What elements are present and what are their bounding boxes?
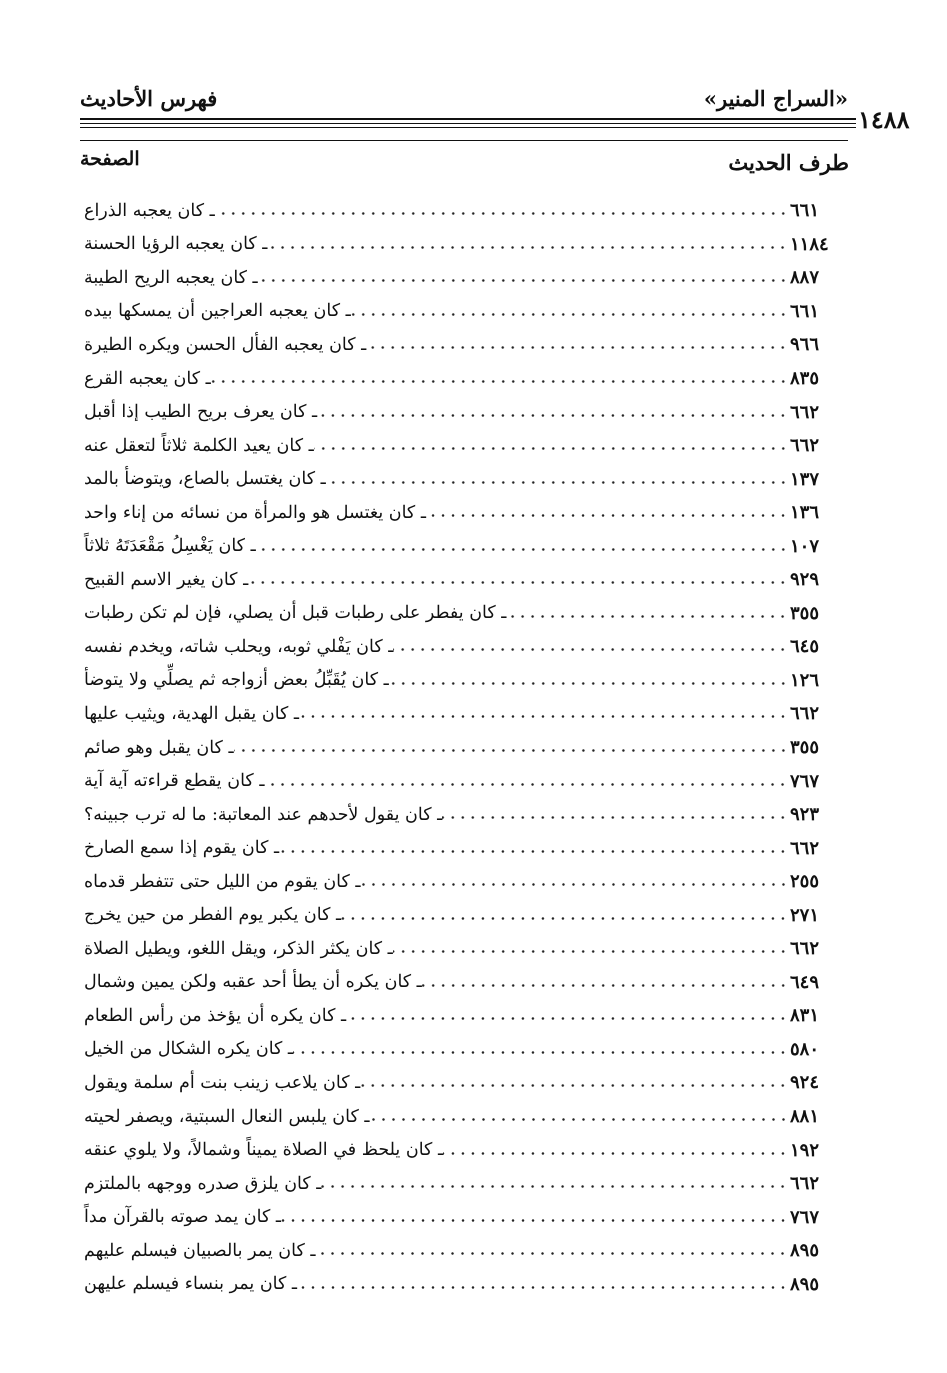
dot-leader	[360, 1084, 788, 1087]
hadith-text: ـ كان يغير الاسم القبيح	[84, 569, 249, 590]
index-entry	[74, 462, 850, 496]
page-header	[80, 86, 868, 116]
dot-leader	[314, 447, 788, 450]
index-entry	[74, 865, 850, 899]
page-reference: ٨٨٧	[790, 267, 820, 289]
page-reference: ٨٣١	[790, 1005, 820, 1027]
page-reference: ٨٨١	[790, 1106, 820, 1128]
page-reference: ١٠٧	[790, 535, 820, 557]
page-reference: ٦٦٢	[790, 703, 820, 725]
hadith-text: ـ كان يكره الشكال من الخيل	[84, 1039, 294, 1060]
index-entry	[74, 731, 850, 765]
index-entry	[74, 563, 850, 597]
page-reference: ٦٦٢	[790, 837, 820, 859]
header-rule	[80, 140, 848, 141]
hadith-text: ـ كان يغتسل هو والمرأة من نسائه من إناء واحد	[84, 502, 426, 523]
page-reference: ٦٦٢	[790, 401, 820, 423]
page-reference: ٥٨٠	[790, 1038, 820, 1060]
index-entry	[74, 999, 850, 1033]
hadith-text: ـ كان يفطر على رطبات قبل أن يصلي، فإن لم تكن رطبات	[84, 603, 507, 624]
hadith-text: ـ كان يمر بنساء فيسلم عليهن	[84, 1274, 298, 1295]
page-reference: ١٣٧	[790, 468, 820, 490]
index-entry	[74, 764, 850, 798]
hadith-text: ـ كان يمر بالصبيان فيسلم عليهم	[84, 1240, 316, 1261]
index-entry	[74, 1167, 850, 1201]
hadith-text: ـ كان يعجبه الذراع	[84, 200, 215, 221]
page-reference: ٩٦٦	[790, 334, 820, 356]
hadith-text: ـ كان يَفْلي ثوبه، ويحلب شاته، ويخدم نفسه	[84, 636, 394, 657]
page-reference: ٦٦٢	[790, 435, 820, 457]
dot-leader	[267, 246, 788, 249]
hadith-text: ـ كان يغتسل بالصاع، ويتوضأ بالمد	[84, 469, 326, 490]
hadith-text: ـ كان يلبس النعال السبتية، ويصفر لحيته	[84, 1106, 370, 1127]
dot-leader	[422, 984, 788, 987]
hadith-text: ـ كان يلزق صدره ووجهه بالملتزم	[84, 1173, 322, 1194]
hadith-text: ـ كان يَغْسِلُ مَقْعَدَتَهُ ثلاثاً	[84, 536, 256, 557]
index-entry	[74, 1066, 850, 1100]
dot-leader	[317, 414, 788, 417]
index-entry	[74, 395, 850, 429]
hadith-text: ـ كان يكره أن يؤخذ من رأس الطعام	[84, 1005, 347, 1026]
hadith-text: ـ كان يكثر الذكر، ويقل اللغو، ويطيل الصلاة	[84, 938, 393, 959]
index-entry	[74, 798, 850, 832]
page-reference: ١٩٢	[790, 1139, 820, 1161]
section-title: فهرس الأحاديث	[80, 86, 218, 111]
dot-leader	[351, 313, 788, 316]
page-reference: ٩٢٩	[790, 569, 820, 591]
index-entry	[74, 932, 850, 966]
hadith-text: ـ كان يقبل وهو صائم	[84, 737, 234, 758]
hadith-text: ـ كان يلاعب زينب بنت أم سلمة ويقول	[84, 1072, 361, 1093]
index-entry	[74, 496, 850, 530]
dot-leader	[321, 1185, 788, 1188]
dot-leader	[248, 581, 788, 584]
hadith-text: ـ كان يمد صوته بالقرآن مداً	[84, 1207, 281, 1228]
hadith-text: ـ كان يعجبه الريح الطيبة	[84, 267, 258, 288]
hadith-text: ـ كان يقبل الهدية، ويثيب عليها	[84, 703, 300, 724]
index-entry	[74, 1268, 850, 1302]
dot-leader	[297, 1286, 788, 1289]
dot-leader	[279, 850, 788, 853]
page-reference: ٢٥٥	[790, 871, 820, 893]
hadith-index-list	[74, 194, 850, 1301]
dot-leader	[366, 346, 788, 349]
index-entry	[74, 630, 850, 664]
dot-leader	[293, 1051, 788, 1054]
index-entry	[74, 664, 850, 698]
dot-leader	[326, 481, 788, 484]
index-entry	[74, 1133, 850, 1167]
index-entry	[74, 1200, 850, 1234]
hadith-text: ـ كان يقطع قراءته آية آية	[84, 771, 265, 792]
column-heading-hadith: طرف الحديث	[728, 150, 849, 175]
index-entry	[74, 1033, 850, 1067]
book-title: «السراج المنير»	[703, 86, 848, 111]
hadith-text: ـ كان يعجبه الفأل الحسن ويكره الطيرة	[84, 334, 367, 355]
index-entry	[74, 697, 850, 731]
dot-leader	[315, 1252, 788, 1255]
hadith-text: ـ كان يعجبه العراجين أن يمسكها بيده	[84, 301, 351, 322]
index-entry	[74, 529, 850, 563]
page-reference: ٦٤٥	[790, 636, 820, 658]
page-reference: ٦٦١	[790, 200, 820, 222]
header-rule	[80, 118, 856, 120]
dot-leader	[341, 917, 788, 920]
hadith-text: ـ كان يقوم من الليل حتى تتفطر قدماه	[84, 871, 361, 892]
dot-leader	[393, 648, 788, 651]
dot-leader	[389, 682, 788, 685]
page-reference: ١١٨٤	[790, 233, 829, 255]
index-entry	[74, 429, 850, 463]
page-number: ١٤٨٨	[858, 105, 910, 134]
page-reference: ١٢٦	[790, 669, 820, 691]
dot-leader	[443, 1152, 788, 1155]
page-reference: ٣٥٥	[790, 737, 820, 759]
dot-leader	[346, 1017, 788, 1020]
index-entry	[74, 831, 850, 865]
hadith-text: ـ كان يقول لأحدهم عند المعاتبة: ما له ترب جبينه؟	[84, 804, 443, 825]
dot-leader	[215, 212, 788, 215]
index-entry	[74, 1234, 850, 1268]
hadith-text: ـ كان يعجبه الرؤيا الحسنة	[84, 234, 268, 255]
dot-leader	[370, 1118, 789, 1121]
dot-leader	[256, 548, 788, 551]
hadith-text: ـ كان يعيد الكلمة ثلاثاً لتعقل عنه	[84, 435, 314, 456]
header-rule	[80, 127, 856, 128]
page-reference: ٧٦٧	[790, 770, 820, 792]
hadith-text: ـ كان يكره أن يطأ أحد عقبه ولكن يمين وشمال	[84, 972, 422, 993]
page-reference: ٦٤٩	[790, 971, 820, 993]
dot-leader	[258, 279, 788, 282]
index-entry	[74, 898, 850, 932]
column-heading-page: الصفحة	[80, 148, 140, 170]
hadith-text: ـ كان يُقَبِّلُ بعض أزواجه ثم يصلِّي ولا يتوضأ	[84, 670, 389, 691]
page-reference: ٨٩٥	[790, 1273, 820, 1295]
header-rule	[80, 123, 856, 124]
index-entry	[74, 194, 850, 228]
index-entry	[74, 966, 850, 1000]
dot-leader	[264, 783, 788, 786]
dot-leader	[426, 514, 788, 517]
dot-leader	[211, 380, 788, 383]
dot-leader	[234, 749, 788, 752]
index-entry	[74, 261, 850, 295]
dot-leader	[442, 816, 788, 819]
index-entry	[74, 1100, 850, 1134]
hadith-text: ـ كان يكبر يوم الفطر من حين يخرج	[84, 905, 342, 926]
index-entry	[74, 295, 850, 329]
index-entry	[74, 362, 850, 396]
index-entry	[74, 228, 850, 262]
index-entry	[74, 597, 850, 631]
hadith-text: ـ كان يلحظ في الصلاة يميناً وشمالاً، ولا يلوي عنقه	[84, 1140, 444, 1161]
page-reference: ٣٥٥	[790, 602, 820, 624]
index-entry	[74, 328, 850, 362]
page-reference: ٦٦٢	[790, 938, 820, 960]
dot-leader	[299, 715, 788, 718]
page-reference: ٦٦٢	[790, 1173, 820, 1195]
dot-leader	[393, 950, 788, 953]
page-reference: ٩٢٤	[790, 1072, 820, 1094]
dot-leader	[506, 615, 788, 618]
page-reference: ٢٧١	[790, 904, 820, 926]
page-reference: ٨٩٥	[790, 1240, 820, 1262]
page-reference: ١٣٦	[790, 502, 820, 524]
page-reference: ٦٦١	[790, 300, 820, 322]
dot-leader	[361, 883, 788, 886]
page-reference: ٨٣٥	[790, 368, 820, 389]
page-reference: ٧٦٧	[790, 1206, 820, 1228]
hadith-text: ـ كان يقوم إذا سمع الصارخ	[84, 838, 280, 859]
page-reference: ٩٢٣	[790, 804, 820, 826]
hadith-text: ـ كان يعجبه القرع	[84, 368, 211, 389]
dot-leader	[281, 1219, 788, 1222]
hadith-text: ـ كان يعرف بريح الطيب إذا أقبل	[84, 402, 318, 423]
